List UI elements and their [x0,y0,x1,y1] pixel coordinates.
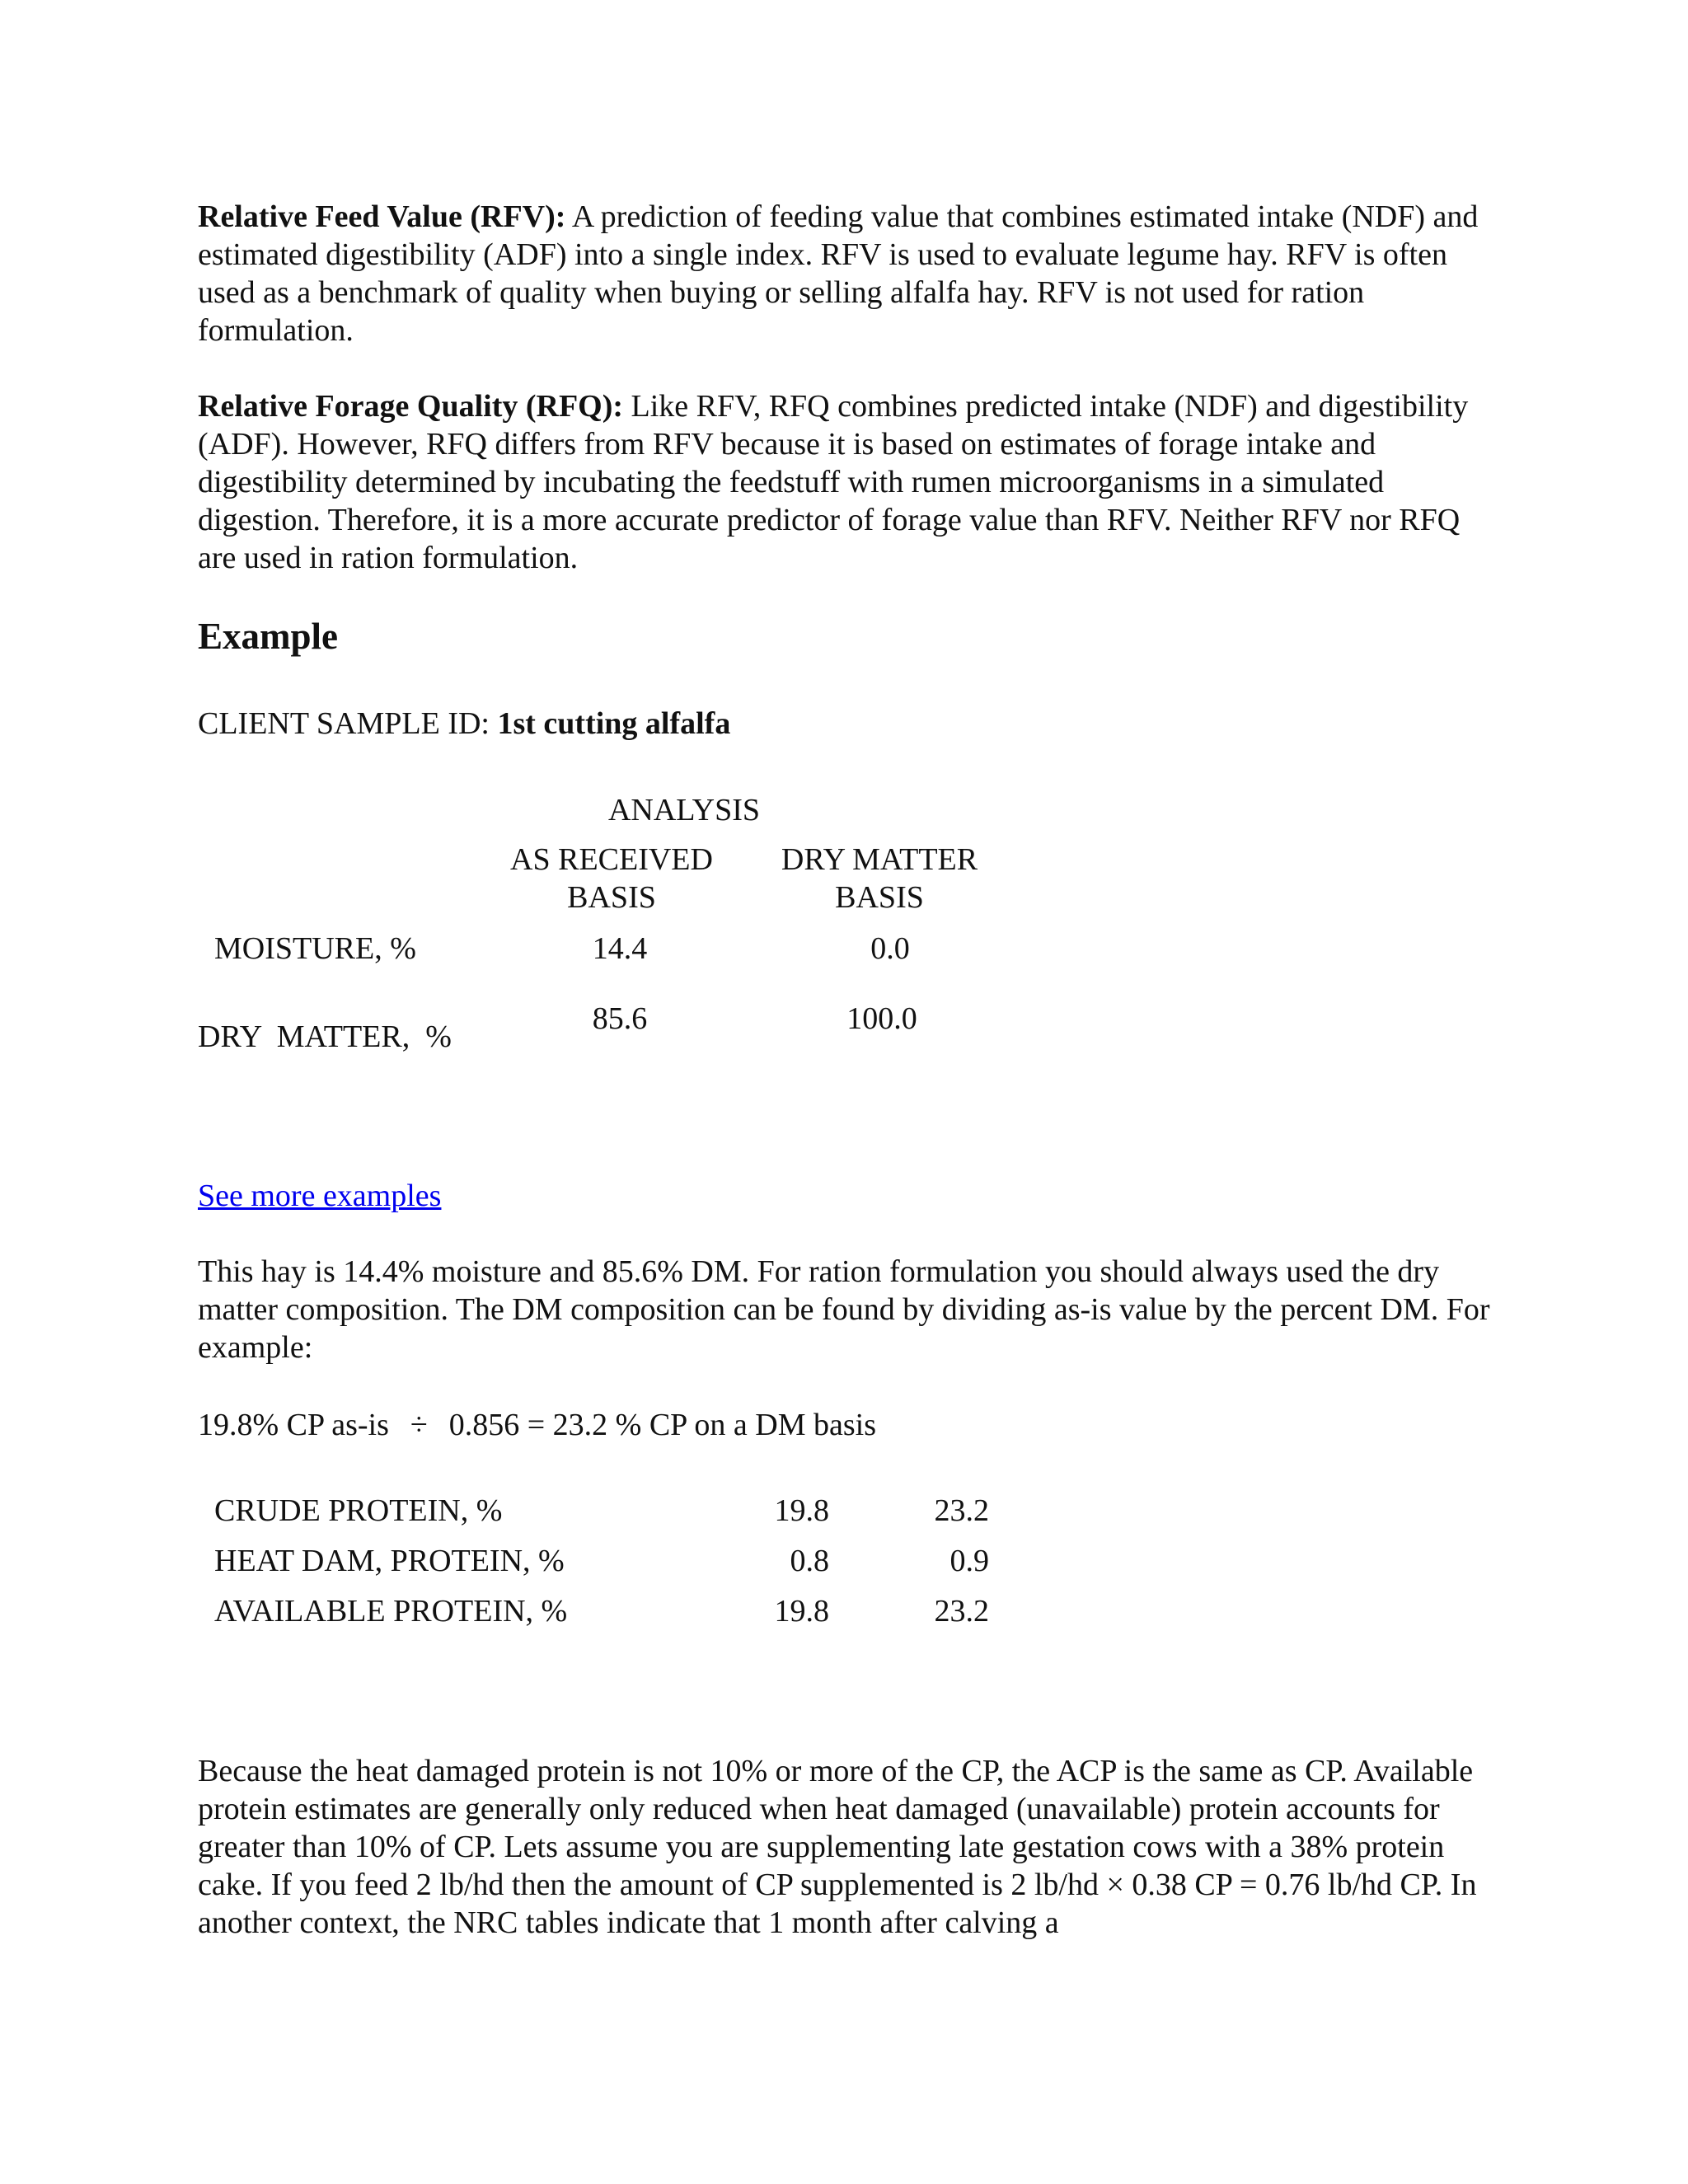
dry-matter-label: DRY MATTER, % [198,1019,452,1054]
moisture-dry-matter: 0.0 [870,931,910,966]
client-sample-value: 1st cutting alfalfa [497,706,731,741]
acp-paragraph: Because the heat damaged protein is not 10% or more of the CP, the ACP is the same as CP. Available protein estimates are generally only reduced when heat damaged (unavailable) protein accounts for greater than 10% of CP. Lets assume you are supplementing late gestation cows with a 38% protein cake. If you feed 2 lb/hd then the amount of CP supplemented is 2 lb/hd × 0.38 CP = 0.76 lb/hd CP. In another context, the NRC tables indicate that 1 month after calving a [198,1754,1477,1940]
formula-right: 0.856 = 23.2 % CP on a DM basis [448,1408,877,1442]
available-protein-label: AVAILABLE PROTEIN, % [214,1594,568,1629]
divide-operator: ÷ [410,1408,428,1442]
heat-damaged-protein-dry-matter: 0.9 [950,1544,989,1578]
available-protein-dry-matter: 23.2 [934,1594,989,1629]
moisture-as-received: 14.4 [592,931,648,966]
rfv-text: A prediction of feeding value that combines estimated intake (NDF) and estimated digestibility (ADF) into a single index. RFV is used to evaluate legume hay. RFV is often used as a benchmark of quality when buying or selling alfalfa hay. RFV is not used for ration formulation. [198,199,1479,348]
rfq-text: Like RFV, RFQ combines predicted intake (NDF) and digestibility (ADF). However, RFQ differs from RFV because it is based on estimates of forage intake and digestibility determined by incubating the feedstuff with rumen microorganisms in a simulated digestion. Therefore, it is a more accurate predictor of forage value than RFV. Neither RFV nor RFQ are used in ration formulation. [198,389,1469,575]
dry-matter-header-line2: BASIS [835,880,924,915]
dry-matter-header-line1: DRY MATTER [781,842,978,877]
moisture-label: MOISTURE, % [214,931,416,966]
heat-damaged-protein-label: HEAT DAM, PROTEIN, % [214,1544,565,1578]
heat-damaged-protein-as-received: 0.8 [790,1544,829,1578]
client-sample-label: CLIENT SAMPLE ID: [198,706,498,741]
dm-paragraph: This hay is 14.4% moisture and 85.6% DM. For ration formulation you should always used the dry matter composition. The DM composition can be found by dividing as-is value by the percent DM. For example: [198,1254,1490,1365]
dry-matter-dry-matter: 100.0 [846,1001,917,1036]
as-received-header-line1: AS RECEIVED [510,842,713,877]
client-sample-id [198,705,730,743]
as-received-header-line2: BASIS [567,880,656,915]
rfq-label: Relative Forage Quality (RFQ): [198,389,624,424]
crude-protein-dry-matter: 23.2 [934,1493,989,1528]
crude-protein-as-received: 19.8 [774,1493,829,1528]
available-protein-as-received: 19.8 [774,1594,829,1629]
rfv-paragraph [198,198,1500,349]
rfq-paragraph [198,387,1500,577]
dry-matter-as-received: 85.6 [592,1001,648,1036]
example-heading: Example [198,616,339,657]
formula-line [198,1406,876,1444]
rfv-label: Relative Feed Value (RFV): [198,199,566,234]
see-more-examples-link[interactable]: See more examples [198,1179,442,1213]
see-more-examples-paragraph [198,1177,441,1215]
crude-protein-label: CRUDE PROTEIN, % [214,1493,503,1528]
analysis-title: ANALYSIS [607,793,761,827]
formula-left: 19.8% CP as-is [198,1408,389,1442]
